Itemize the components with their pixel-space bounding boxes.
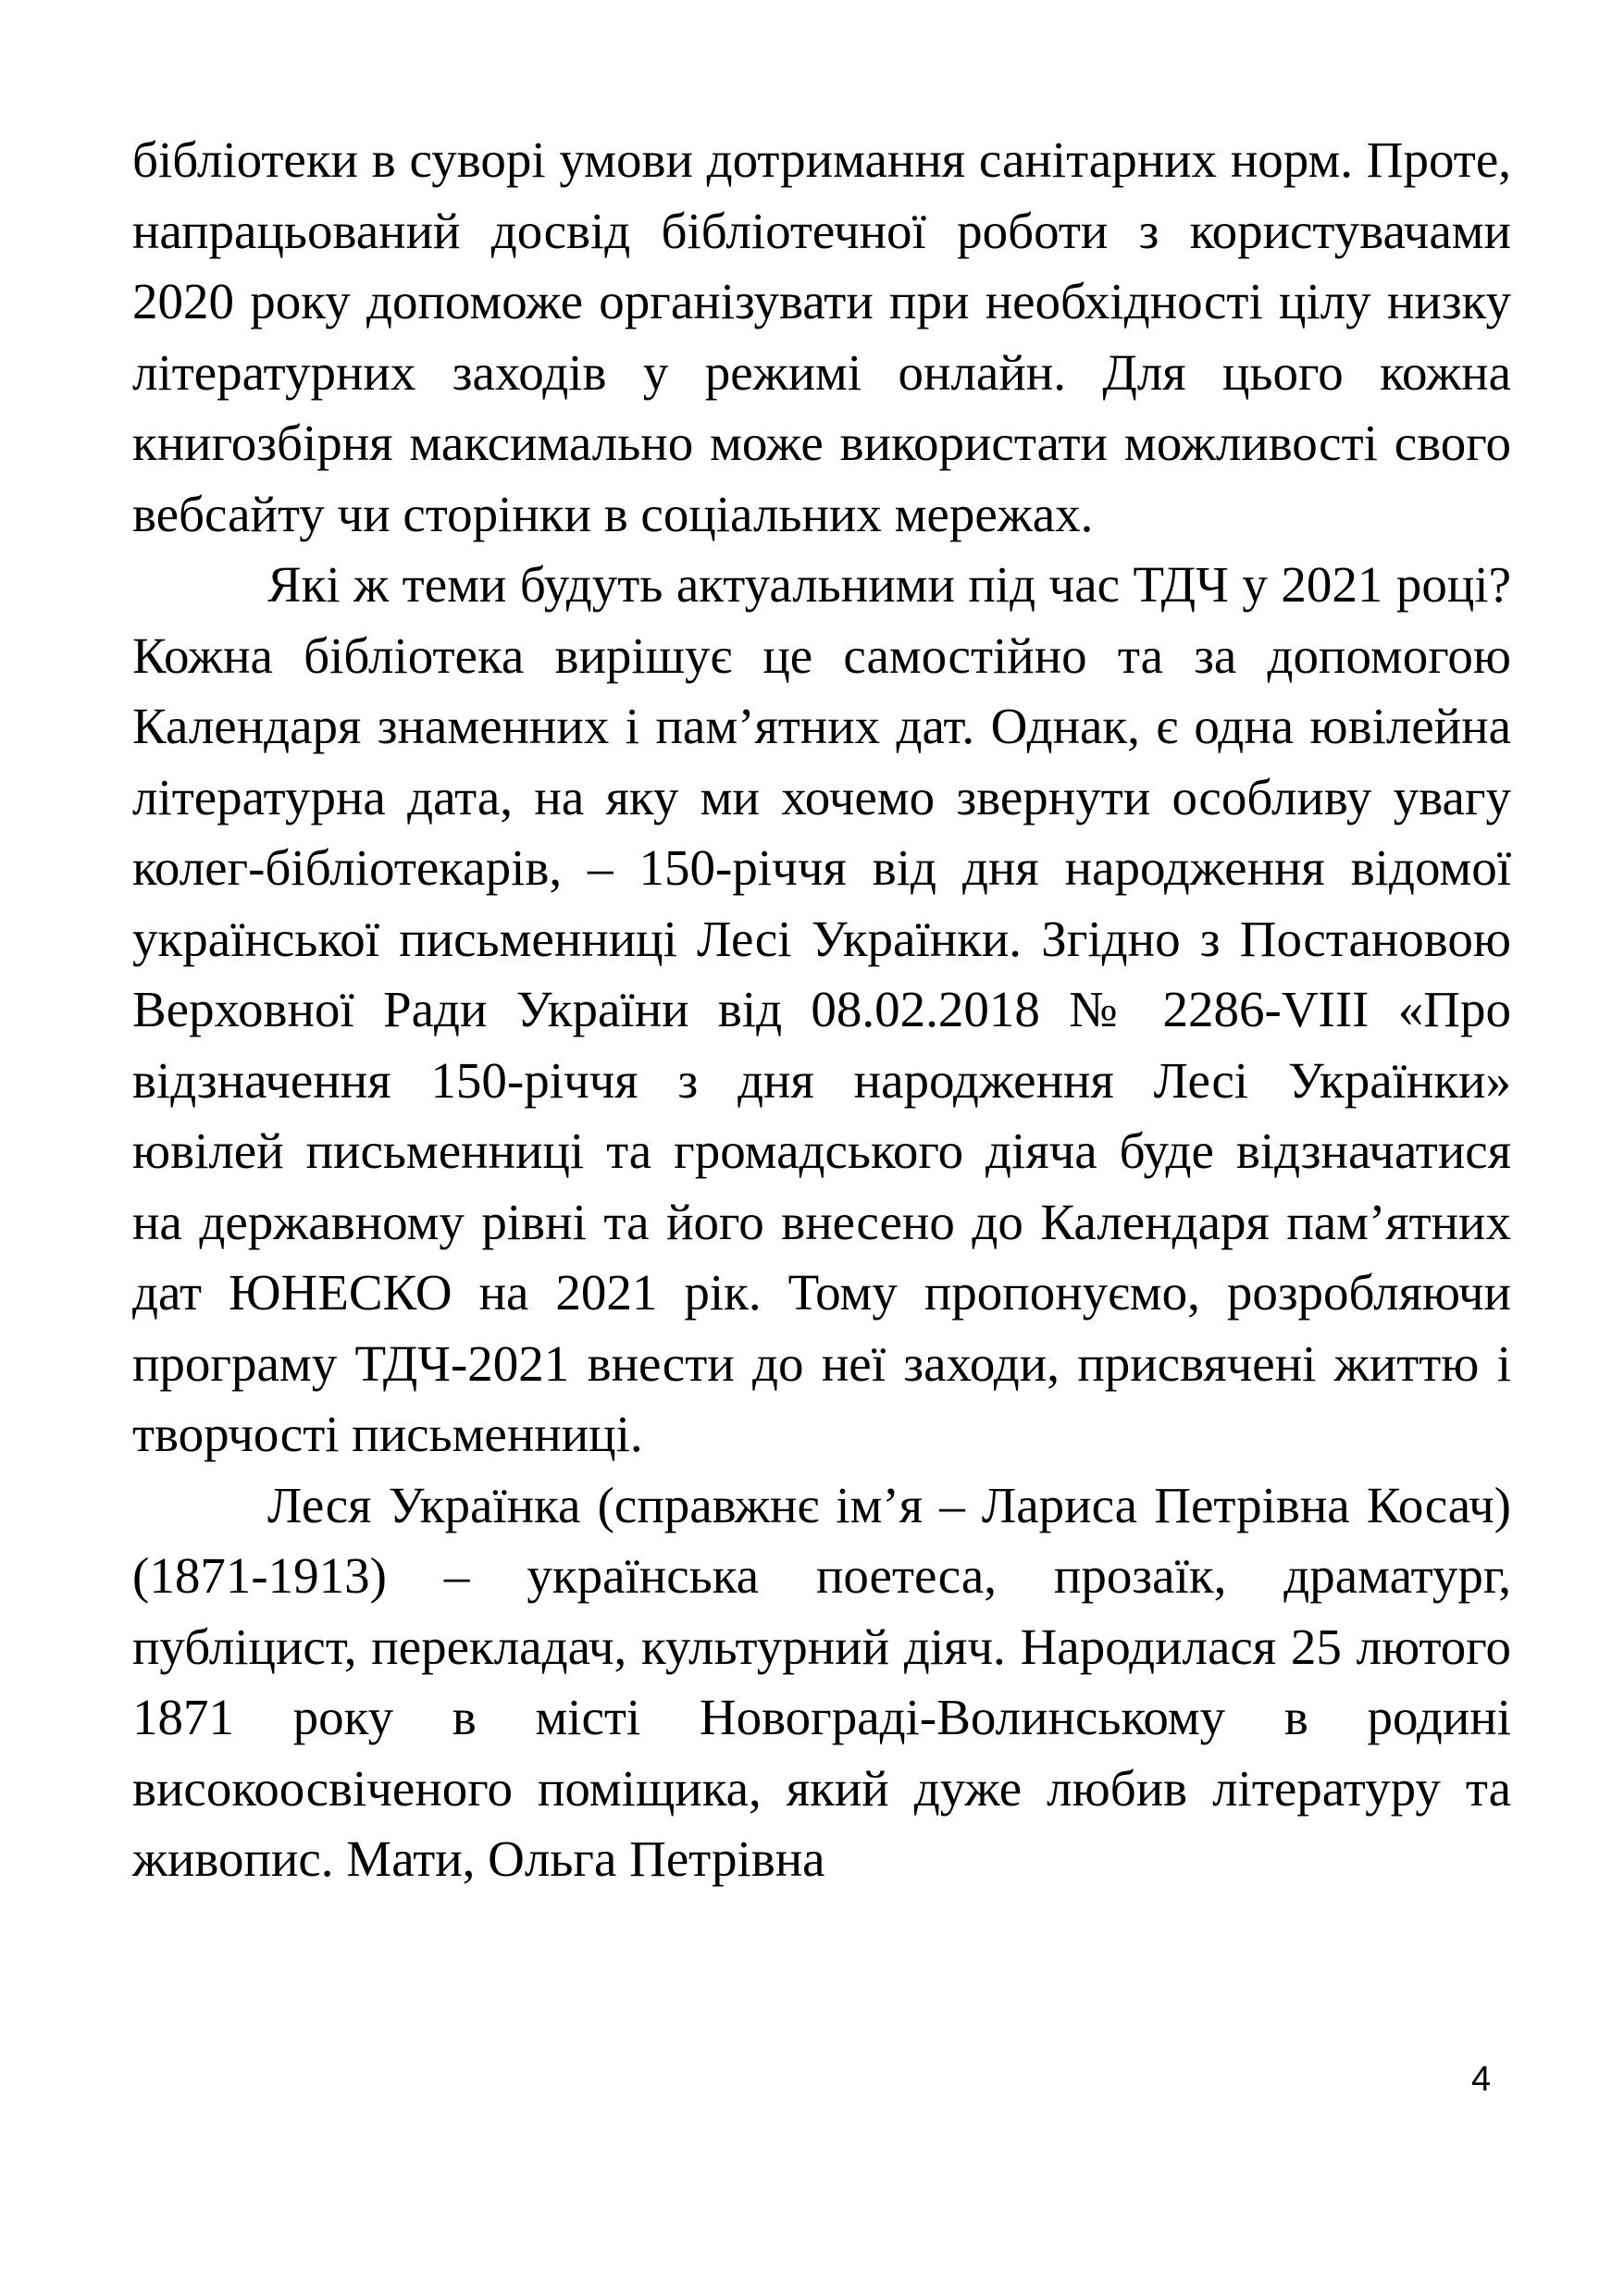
paragraph-3: Леся Українка (справжнє ім’я – Лариса Петрівна Косач) (1871-1913) – українська поетеса, прозаїк, драматург, публіцист, перекладач, культурний діяч. Народилася 25 лютого 1871 року в місті Новограді-Волинському в родині високоосвіченого поміщика, який дуже любив літературу та живопис. Мати, Ольга Петрівна (132, 1476, 1511, 1887)
paragraph-1: бібліотеки в суворі умови дотримання санітарних норм. Проте, напрацьований досвід бібліотечної роботи з користувачами 2020 року допоможе організувати при необхідності цілу низку літературних заходів у режимі онлайн. Для цього кожна книгозбірня максимально може використати можливості свого вебсайту чи сторінки в соціальних мережах. (132, 131, 1511, 542)
paragraph-2: Які ж теми будуть актуальними під час ТДЧ у 2021 році? Кожна бібліотека вирішує це самостійно та за допомогою Календаря знаменних і пам’ятних дат. Однак, є одна ювілейна літературна дата, на яку ми хочемо звернути особливу увагу колег-бібліотекарів, – 150-річчя від дня народження відомої української письменниці Лесі Українки. Згідно з Постановою Верховної Ради України від 08.02.2018 № 2286-VIII «Про відзначення 150-річчя з дня народження Лесі Українки» ювілей письменниці та громадського діяча буде відзначатися на державному рівні та його внесено до Календаря пам’ятних дат ЮНЕСКО на 2021 рік. Тому пропонуємо, розробляючи програму ТДЧ-2021 внести до неї заходи, присвячені життю і творчості письменниці. (132, 556, 1511, 1462)
page-number: 4 (1471, 2060, 1492, 2099)
body-text (132, 125, 1511, 1895)
